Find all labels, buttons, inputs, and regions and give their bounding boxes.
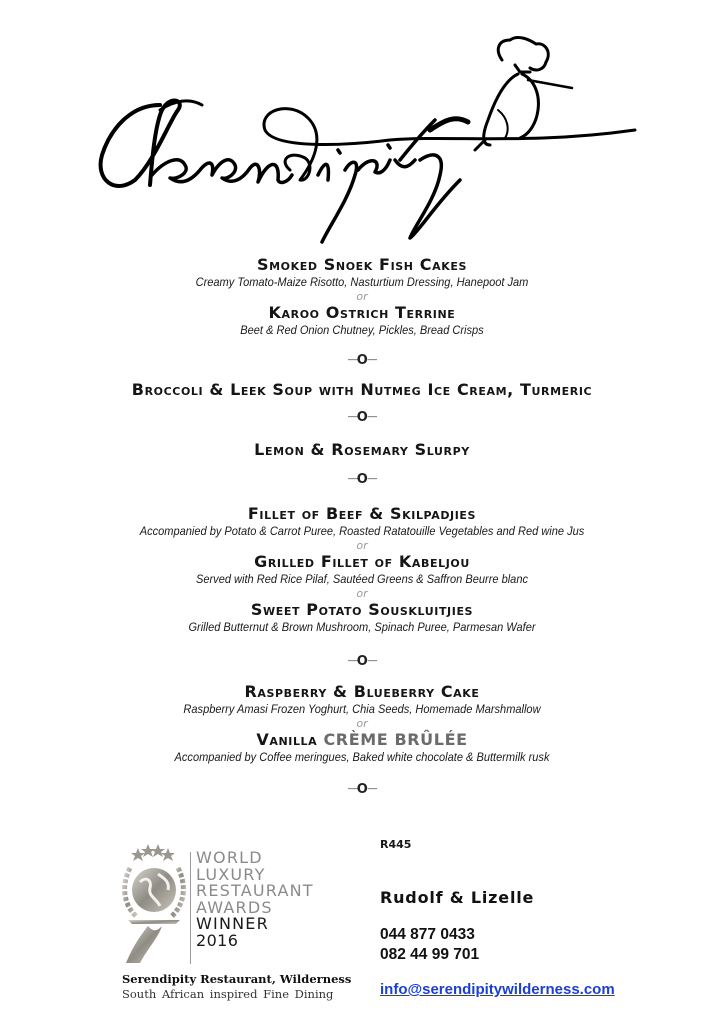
menu-price: R445 [380, 838, 412, 851]
award-badge [118, 838, 328, 968]
chef-bird-on-branch-icon [90, 10, 640, 250]
dish-title-accent: CRÈME BRÛLÉE [323, 730, 468, 749]
dish-description: Raspberry Amasi Frozen Yoghurt, Chia Seeds, Homemade Marshmallow [183, 702, 541, 716]
host-names: Rudolf & Lizelle [380, 888, 535, 907]
phone-landline[interactable]: 044 877 0433 [380, 926, 475, 943]
globe-on-platter-laurel-icon [118, 838, 190, 966]
dish-title: Broccoli & Leek Soup with Nutmeg Ice Cream, Turmeric [131, 380, 593, 399]
email-link[interactable]: info@serendipitywilderness.com [380, 981, 615, 998]
course-desserts [0, 682, 724, 782]
dish-description: Beet & Red Onion Chutney, Pickles, Bread Crisps [240, 323, 484, 337]
or-divider: or [356, 587, 368, 600]
dish-title: Smoked Snoek Fish Cakes [257, 255, 467, 274]
course-separator: ------O------ [347, 410, 377, 425]
course-soup [0, 376, 724, 408]
contact-block [380, 888, 615, 999]
dish-title: Lemon & Rosemary Slurpy [254, 440, 470, 459]
course-palate-cleanser [0, 440, 724, 472]
restaurant-tagline: South African inspired Fine Dining [122, 987, 334, 1001]
course-mains [0, 504, 724, 650]
dish-title: Karoo Ostrich Terrine [268, 303, 456, 322]
or-divider: or [356, 717, 368, 730]
menu [0, 255, 724, 802]
course-separator: ------O------ [347, 353, 377, 368]
dish-title-prefix: Vanilla [256, 730, 318, 749]
award-text: WORLD LUXURY RESTAURANT AWARDS WINNER 2016 [196, 848, 314, 950]
dish-description: Creamy Tomato-Maize Risotto, Nasturtium Dressing, Hanepoot Jam [195, 275, 529, 289]
dish-title: Fillet of Beef & Skilpadjies [247, 504, 477, 523]
dish-title [0, 730, 724, 750]
restaurant-footer [122, 972, 351, 1002]
dish-description: Grilled Butternut & Brown Mushroom, Spinach Puree, Parmesan Wafer [188, 620, 536, 634]
phone-mobile[interactable]: 082 44 99 701 [380, 946, 480, 963]
phone-numbers [380, 925, 615, 965]
course-starters [0, 255, 724, 346]
dish-title: Sweet Potato Souskluitjies [250, 600, 474, 619]
course-separator: ------O------ [347, 782, 377, 797]
dish-title: Grilled Fillet of Kabeljou [254, 552, 470, 571]
dish-description: Accompanied by Coffee meringues, Baked white chocolate & Buttermilk rusk [174, 750, 550, 764]
dish-description: Accompanied by Potato & Carrot Puree, Roasted Ratatouille Vegetables and Red wine Jus [139, 524, 585, 538]
award-divider [190, 852, 191, 964]
serendipity-logo [90, 10, 640, 250]
or-divider: or [356, 290, 368, 303]
or-divider: or [356, 539, 368, 552]
course-separator: ------O------ [347, 472, 377, 487]
dish-title: Raspberry & Blueberry Cake [244, 682, 480, 701]
award-year: 2016 [196, 930, 239, 950]
award-winner: WINNER [196, 914, 269, 933]
dish-description: Served with Red Rice Pilaf, Sautéed Greens & Saffron Beurre blanc [195, 572, 528, 586]
course-separator: ------O------ [347, 654, 377, 669]
restaurant-name: Serendipity Restaurant, Wilderness [122, 972, 352, 986]
